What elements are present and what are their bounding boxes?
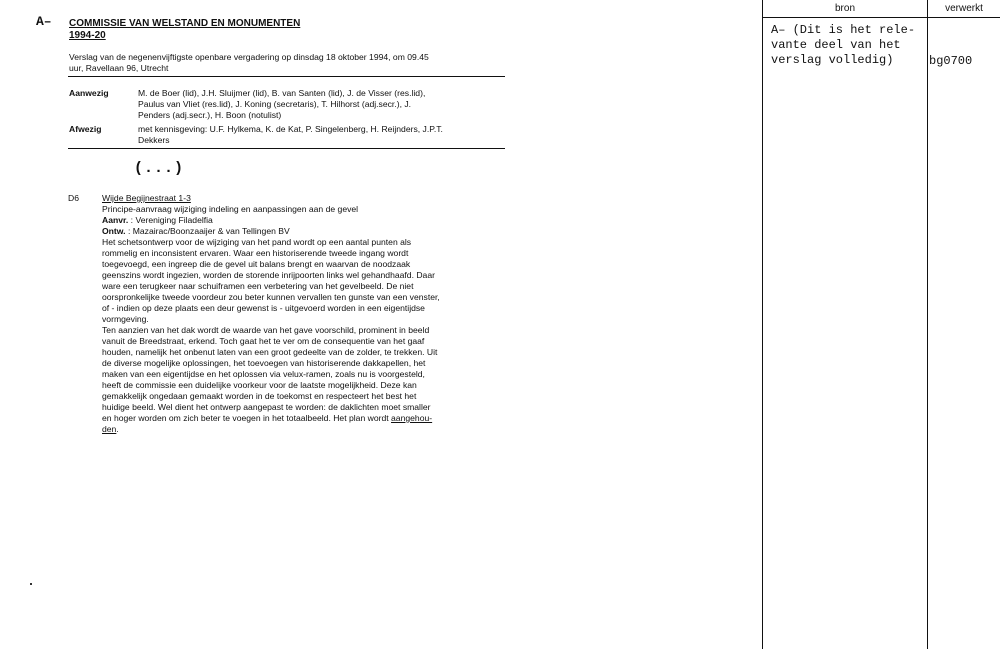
scan-speck (30, 583, 32, 585)
body-line-text: en hoger worden om zich beter te voegen in het totaalbeeld. Het plan wordt (102, 413, 392, 423)
body-line: vanuit de Breedstraat, erkend. Toch gaat het te ver om de consequentie van het gaaf (102, 336, 425, 346)
sidebar-column-divider (927, 0, 928, 649)
body-line: heeft de commissie een duidelijke voorkeur voor de laatste mogelijkheid. Deze kan (102, 380, 417, 390)
section-marker: A– (36, 14, 52, 29)
header-verwerkt: verwerkt (945, 3, 983, 14)
bron-note-line-3: verslag volledig) (771, 53, 894, 67)
final-period: . (116, 424, 119, 434)
body-line: vormgeving. (102, 314, 149, 324)
omission-ellipsis: (...) (134, 160, 185, 177)
body-line: oorspronkelijke tweede voordeur zou beter kunnen vervallen ten gunste van een venster, (102, 292, 440, 302)
bron-note-line-1: A– (Dit is het rele- (771, 23, 916, 37)
present-line-2: Paulus van Vliet (res.lid), J. Koning (secretaris), T. Hilhorst (adj.secr.), J. (138, 99, 412, 109)
body-line: huidige beeld. Wel dient het ontwerp aangepast te worden: de daklichten moet smaller (102, 402, 431, 412)
body-line: rommelig en inconsistent ervaren. Waar een historiserende tweede ingang wordt (102, 248, 409, 258)
verwerkt-code: bg0700 (929, 54, 973, 68)
absent-label: Afwezig (69, 124, 102, 134)
document-number: 1994-20 (69, 30, 106, 41)
body-line-final (102, 424, 119, 435)
item-code: D6 (68, 193, 79, 203)
header-bron: bron (834, 3, 855, 14)
sidebar-header-rule (762, 17, 1000, 18)
present-line-1: M. de Boer (lid), J.H. Sluijmer (lid), B. van Santen (lid), J. de Visser (res.lid), (138, 88, 426, 98)
body-line: de diverse mogelijke oplossingen, het toevoegen van historiserende dakkapellen, het (102, 358, 426, 368)
designer-row (102, 226, 290, 237)
body-line: gemakkelijk ongedaan gemaakt worden in de toekomst en respecteert het best het (102, 391, 417, 401)
body-line: Het schetsontwerp voor de wijziging van het pand wordt op een aantal punten als (102, 237, 412, 247)
divider-bottom (68, 148, 505, 149)
absent-line-2: Dekkers (138, 135, 170, 145)
intro-line-1: Verslag van de negenenvijftigste openbare vergadering op dinsdag 18 oktober 1994, om 09.45 (69, 52, 429, 62)
present-line-3: Penders (adj.secr.), H. Boon (notulist) (138, 110, 282, 120)
body-line-conclusion (102, 413, 432, 424)
applicant-value: : Vereniging Filadelfia (128, 215, 213, 225)
item-subject: Principe-aanvraag wijziging indeling en aanpassingen aan de gevel (102, 204, 359, 214)
designer-label: Ontw. (102, 226, 126, 236)
conclusion-postponed: aangehou- (391, 413, 433, 423)
body-line: houden, namelijk het onbenut laten van een groot gedeelte van de zolder, te trekken. Uit (102, 347, 438, 357)
present-label: Aanwezig (69, 88, 109, 98)
document-title: COMMISSIE VAN WELSTAND EN MONUMENTEN (69, 18, 301, 29)
applicant-label: Aanvr. (102, 215, 129, 225)
body-line: geenszins wordt ingezien, worden de storende inrijpoorten links wel gehandhaafd. Daar (102, 270, 435, 280)
body-line: Ten aanzien van het dak wordt de waarde van het gave voorschild, prominent in beeld (102, 325, 430, 335)
item-address: Wijde Begijnestraat 1-3 (102, 193, 191, 203)
intro-line-2: uur, Ravellaan 96, Utrecht (69, 63, 169, 73)
applicant-row (102, 215, 213, 226)
body-line: maken van een eigentijdse en het oplossen via velux-ramen, zoals nu is voorgesteld, (102, 369, 425, 379)
body-line: of - indien op deze plaats een deur gewenst is - uitgevoerd worden in een eigentijdse (102, 303, 425, 313)
conclusion-postponed-end: den (102, 424, 117, 434)
designer-value: : Mazairac/Boonzaaijer & van Tellingen BV (125, 226, 290, 236)
body-line: toegevoegd, een ingreep die de gevel uit balans brengt en waarvan de noodzaak (102, 259, 411, 269)
bron-note-line-2: vante deel van het (771, 38, 901, 52)
body-line: ware een terugkeer naar schuiframen een verbetering van het gevelbeeld. De niet (102, 281, 414, 291)
divider-top (68, 76, 505, 77)
sidebar-left-border (762, 0, 763, 649)
absent-line-1: met kennisgeving: U.F. Hylkema, K. de Kat, P. Singelenberg, H. Reijnders, J.P.T. (138, 124, 443, 134)
